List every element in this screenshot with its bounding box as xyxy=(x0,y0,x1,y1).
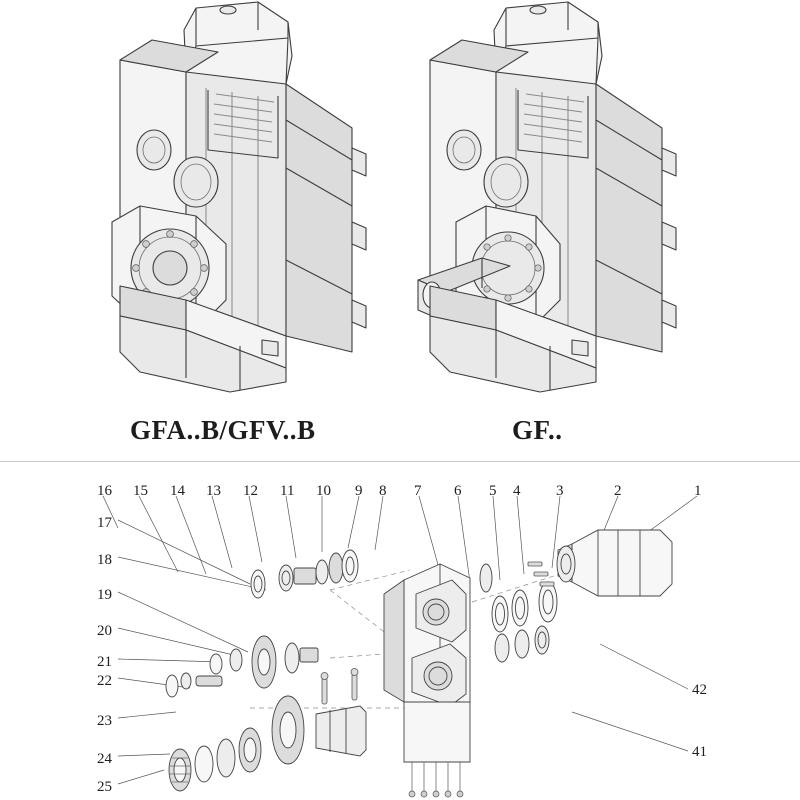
callout-5: 5 xyxy=(489,483,497,499)
exploded-assembly-drawing xyxy=(0,462,800,800)
rings-group-right xyxy=(480,562,557,662)
callout-23: 23 xyxy=(97,713,112,729)
callout-12: 12 xyxy=(243,483,258,499)
callout-15: 15 xyxy=(133,483,148,499)
callout-25: 25 xyxy=(97,779,112,795)
callout-7: 7 xyxy=(414,483,422,499)
callout-14: 14 xyxy=(170,483,185,499)
motor-adapter-block xyxy=(557,530,672,596)
callout-9: 9 xyxy=(355,483,363,499)
gearbox-gf xyxy=(418,2,676,392)
callout-4: 4 xyxy=(513,483,521,499)
callout-2: 2 xyxy=(614,483,622,499)
callout-21: 21 xyxy=(97,654,112,670)
callout-18: 18 xyxy=(97,552,112,568)
callout-16: 16 xyxy=(97,483,112,499)
callout-13: 13 xyxy=(206,483,221,499)
shaft-row-middle xyxy=(166,636,318,697)
callout-3: 3 xyxy=(556,483,564,499)
callout-8: 8 xyxy=(379,483,387,499)
callout-20: 20 xyxy=(97,623,112,639)
shaft-row-upper xyxy=(251,550,358,598)
callout-10: 10 xyxy=(316,483,331,499)
caption-gf: GF.. xyxy=(512,415,563,445)
callout-41: 41 xyxy=(692,744,707,760)
gearbox-gfab-gfvb xyxy=(112,2,366,392)
callout-11: 11 xyxy=(280,483,295,499)
exploded-view-area xyxy=(0,462,800,800)
callout-6: 6 xyxy=(454,483,462,499)
callout-42: 42 xyxy=(692,682,707,698)
callout-22: 22 xyxy=(97,673,112,689)
callout-24: 24 xyxy=(97,751,112,767)
housing-body xyxy=(384,564,470,797)
caption-gfab-gfvb: GFA..B/GFV..B xyxy=(130,415,316,445)
callout-19: 19 xyxy=(97,587,112,603)
callout-17: 17 xyxy=(97,515,112,531)
callout-1: 1 xyxy=(694,483,702,499)
